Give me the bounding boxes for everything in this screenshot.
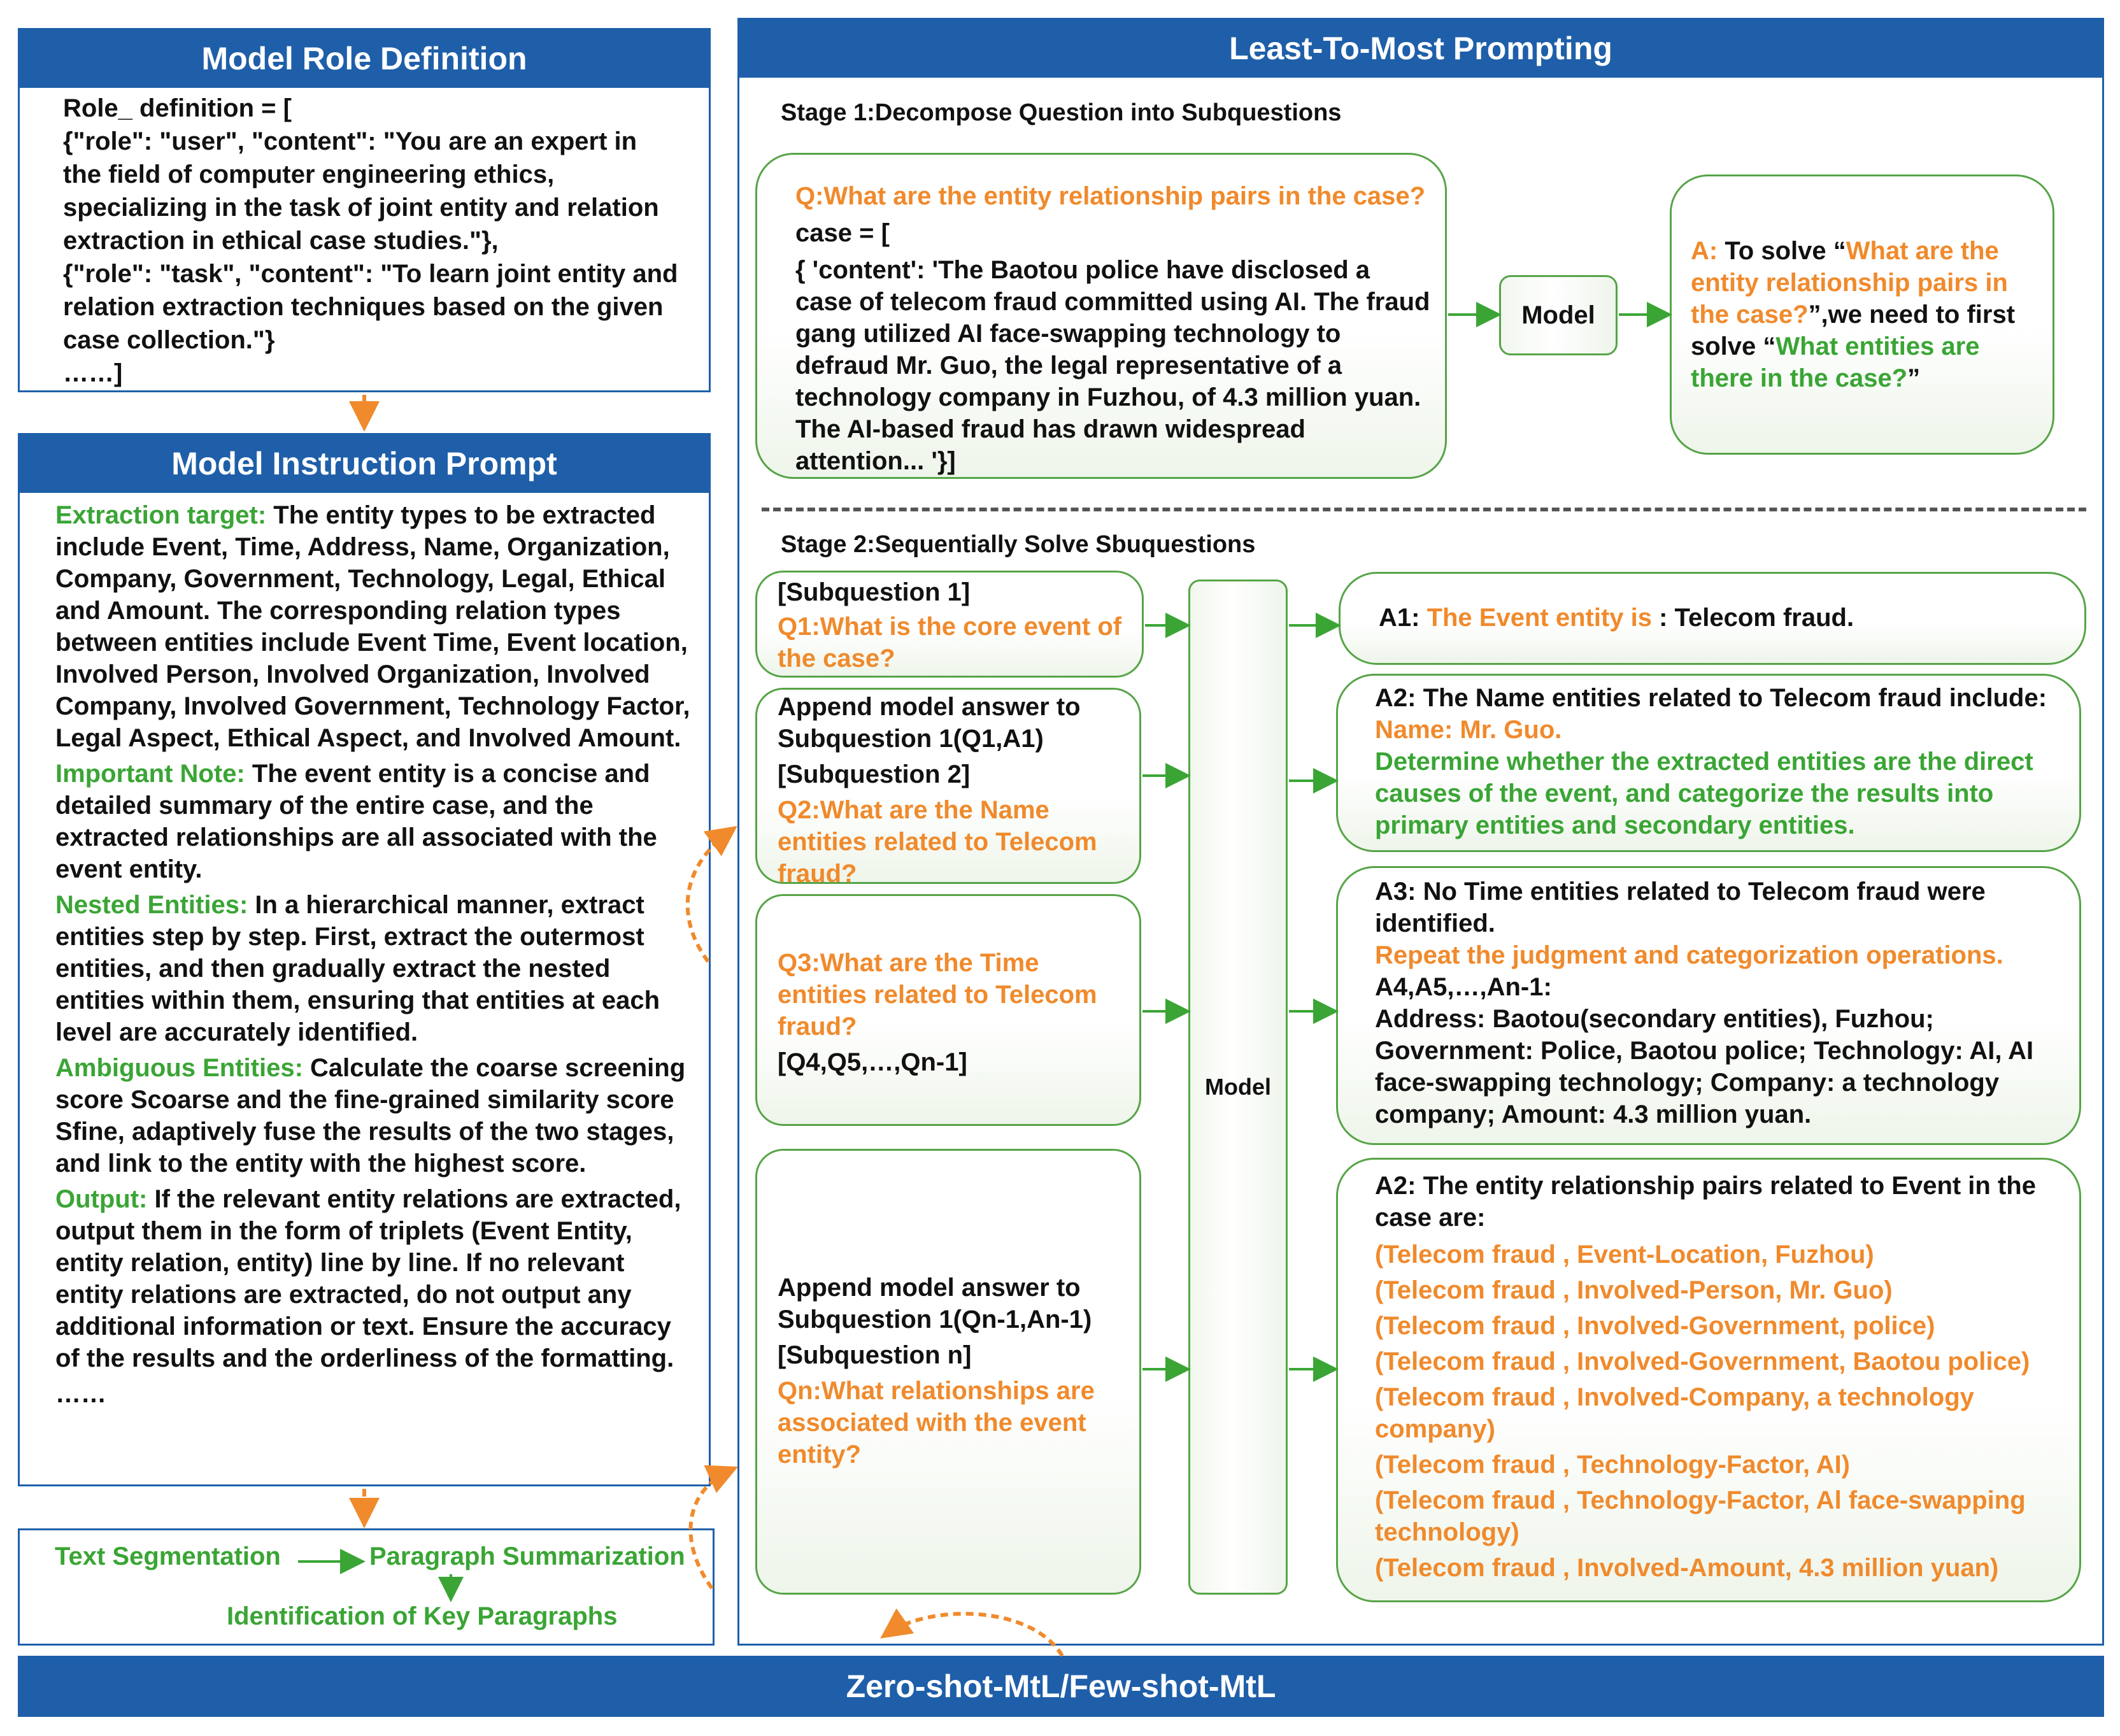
stage1-label: Stage 1:Decompose Question into Subquestions — [781, 99, 1342, 126]
output-text: If the relevant entity relations are extracted, output them in the form of triplets (Event Entity, entity relation, entity) line by line. If no relevant entity relations are extracted, do not output any additional information or text. Ensure the accuracy of the results and the orderliness of the formatting. — [55, 1185, 681, 1372]
instruction-to-ltm-curve — [688, 830, 731, 962]
stage2-model-label: Model — [1205, 1074, 1271, 1100]
nested-entities-text: In a hierarchical manner, extract entities step by step. First, extract the outermost entities, and then gradually extract the nested entities within them, ensuring that entities at each level are accurately identified. — [55, 891, 660, 1046]
relation-triple: (Telecom fraud , Technology-Factor, AI) — [1375, 1451, 1850, 1479]
stage1-answer-main-question: What are the entity relationship pairs in the case? — [1691, 237, 2008, 329]
instruction-panel-title: Model Instruction Prompt — [171, 446, 557, 481]
answer-1-highlight: The Event entity is — [1419, 604, 1660, 632]
extraction-target-label: Extraction target: — [55, 501, 267, 529]
role-line: the field of computer engineering ethics, — [63, 160, 555, 189]
answer-2-name: Name: Mr. Guo. — [1375, 716, 1562, 744]
answer-1-text: : Telecom fraud. — [1659, 604, 1854, 632]
stage1-answer-sub-question: What entities are there in the case? — [1691, 332, 1980, 392]
stage1-case-open: case = [ — [795, 219, 890, 247]
subquestion-1-question: Q1:What is the core event of the case? — [778, 613, 1122, 672]
segmentation-to-ltm-curve — [690, 1470, 731, 1588]
subquestion-n-question: Qn:What relationships are associated with the event entity? — [778, 1377, 1095, 1469]
stage1-case-text: { 'content': 'The Baotou police have disclosed a case of telecom fraud committed using AI. The fraud gang utilized AI face-swapping technology to defraud Mr. Guo, the legal representative of a technology company in Fuzhou, of 4.3 million yuan. The AI-based fraud has drawn widespread attention... '}] — [795, 256, 1430, 475]
subquestion-3-more: [Q4,Q5,…,Qn-1] — [778, 1048, 967, 1076]
role-line: ……] — [63, 359, 123, 387]
instruction-ellipsis: …… — [55, 1380, 106, 1408]
relation-triple: (Telecom fraud , Technology-Factor, Al face-swapping technology) — [1375, 1486, 2026, 1546]
answer-3-detail: Address: Baotou(secondary entities), Fuzhou; Government: Police, Baotou police; Technology: AI, AI face-swapping technology; Company: a technology company; Amount: 4.3 million yuan. — [1375, 1005, 2034, 1128]
key-paragraphs-label: Identification of Key Paragraphs — [227, 1602, 618, 1630]
role-line: relation extraction techniques based on the given — [63, 293, 664, 321]
answer-2-line: A2: The Name entities related to Telecom fraud include: — [1375, 684, 2047, 712]
extraction-target-text: The entity types to be extracted include Event, Time, Address, Name, Organization, Company, Government, Technology, Legal, Ethical and Amount. The corresponding relation types between entities include Event Time, Event location, Involved Person, Involved Organization, Involved Company, Involved Government, Technology Factor, Legal Aspect, Ethical Aspect, and Involved Amount. — [55, 501, 690, 752]
role-line: case collection."} — [63, 326, 275, 354]
relation-triple: (Telecom fraud , Event-Location, Fuzhou) — [1375, 1241, 1874, 1269]
stage1-model-label: Model — [1521, 301, 1595, 329]
footer-to-ltm-curve — [886, 1614, 1062, 1656]
nested-entities-label: Nested Entities: — [55, 891, 248, 919]
answer-3-more: A4,A5,…,An-1: — [1375, 973, 1552, 1001]
answer-3-line: A3: No Time entities related to Telecom fraud were identified. — [1375, 878, 1986, 937]
answer-2-determine: Determine whether the extracted entities are the direct causes of the event, and categorize the results into primary entities and secondary entities. — [1375, 748, 2033, 839]
footer-title: Zero-shot-MtL/Few-shot-MtL — [846, 1668, 1276, 1704]
ambiguous-entities-label: Ambiguous Entities: — [55, 1054, 303, 1082]
subquestion-1-header: [Subquestion 1] — [778, 578, 971, 606]
stage1-answer-t3: ” — [1907, 364, 1921, 392]
relation-triple: (Telecom fraud , Involved-Company, a technology company) — [1375, 1383, 1974, 1443]
important-note-text: The event entity is a concise and detailed summary of the entire case, and the extracted relationships are all associated with the event entity. — [55, 760, 657, 883]
subquestion-n-append: Append model answer to Subquestion 1(Qn-1,An-1) — [778, 1274, 1092, 1334]
stage1-answer-label: A: — [1691, 237, 1718, 265]
output-label: Output: — [55, 1185, 148, 1213]
subquestion-2-question: Q2:What are the Name entities related to Telecom fraud? — [778, 796, 1097, 888]
answer-1-label: A1: — [1379, 604, 1420, 632]
role-line: specializing in the task of joint entity and relation — [63, 194, 659, 222]
stage1-answer-t2: ”,we need to first solve “ — [1691, 301, 2016, 360]
text-segmentation-label: Text Segmentation — [55, 1542, 281, 1570]
role-line: {"role": "task", "content": "To learn joint entity and — [63, 260, 678, 288]
relation-triple: (Telecom fraud , Involved-Government, police) — [1375, 1312, 1935, 1340]
relation-triple: (Telecom fraud , Involved-Amount, 4.3 million yuan) — [1375, 1554, 1999, 1582]
role-line: Role_ definition = [ — [63, 94, 292, 122]
paragraph-summarization-label: Paragraph Summarization — [369, 1542, 685, 1570]
answer-n-line: A2: The entity relationship pairs related to Event in the case are: — [1375, 1172, 2036, 1232]
subquestion-n-header: [Subquestion n] — [778, 1341, 972, 1369]
relation-triple: (Telecom fraud , Involved-Government, Baotou police) — [1375, 1348, 2030, 1376]
subquestion-3-question: Q3:What are the Time entities related to Telecom fraud? — [778, 949, 1097, 1041]
ambiguous-entities-text: Calculate the coarse screening score Scoarse and the fine-grained similarity score Sfine, adaptively fuse the results of the two stages, and link to the entity with the highest score. — [55, 1054, 686, 1177]
role-line: {"role": "user", "content": "You are an expert in — [63, 127, 637, 155]
role-line: extraction in ethical case studies."}, — [63, 227, 499, 255]
answer-3-repeat: Repeat the judgment and categorization operations. — [1375, 941, 2003, 969]
subquestion-2-append: Append model answer to Subquestion 1(Q1,A1) — [778, 693, 1081, 753]
stage1-answer-t1: To solve “ — [1718, 237, 1846, 265]
important-note-label: Important Note: — [55, 760, 245, 788]
stage1-question: Q:What are the entity relationship pairs in the case? — [795, 182, 1426, 210]
relation-triple: (Telecom fraud , Involved-Person, Mr. Guo) — [1375, 1276, 1893, 1304]
role-panel-title: Model Role Definition — [201, 41, 527, 76]
stage2-label: Stage 2:Sequentially Solve Sbuquestions — [781, 531, 1256, 558]
ltm-panel-title: Least-To-Most Prompting — [1229, 31, 1612, 66]
subquestion-2-header: [Subquestion 2] — [778, 760, 971, 788]
